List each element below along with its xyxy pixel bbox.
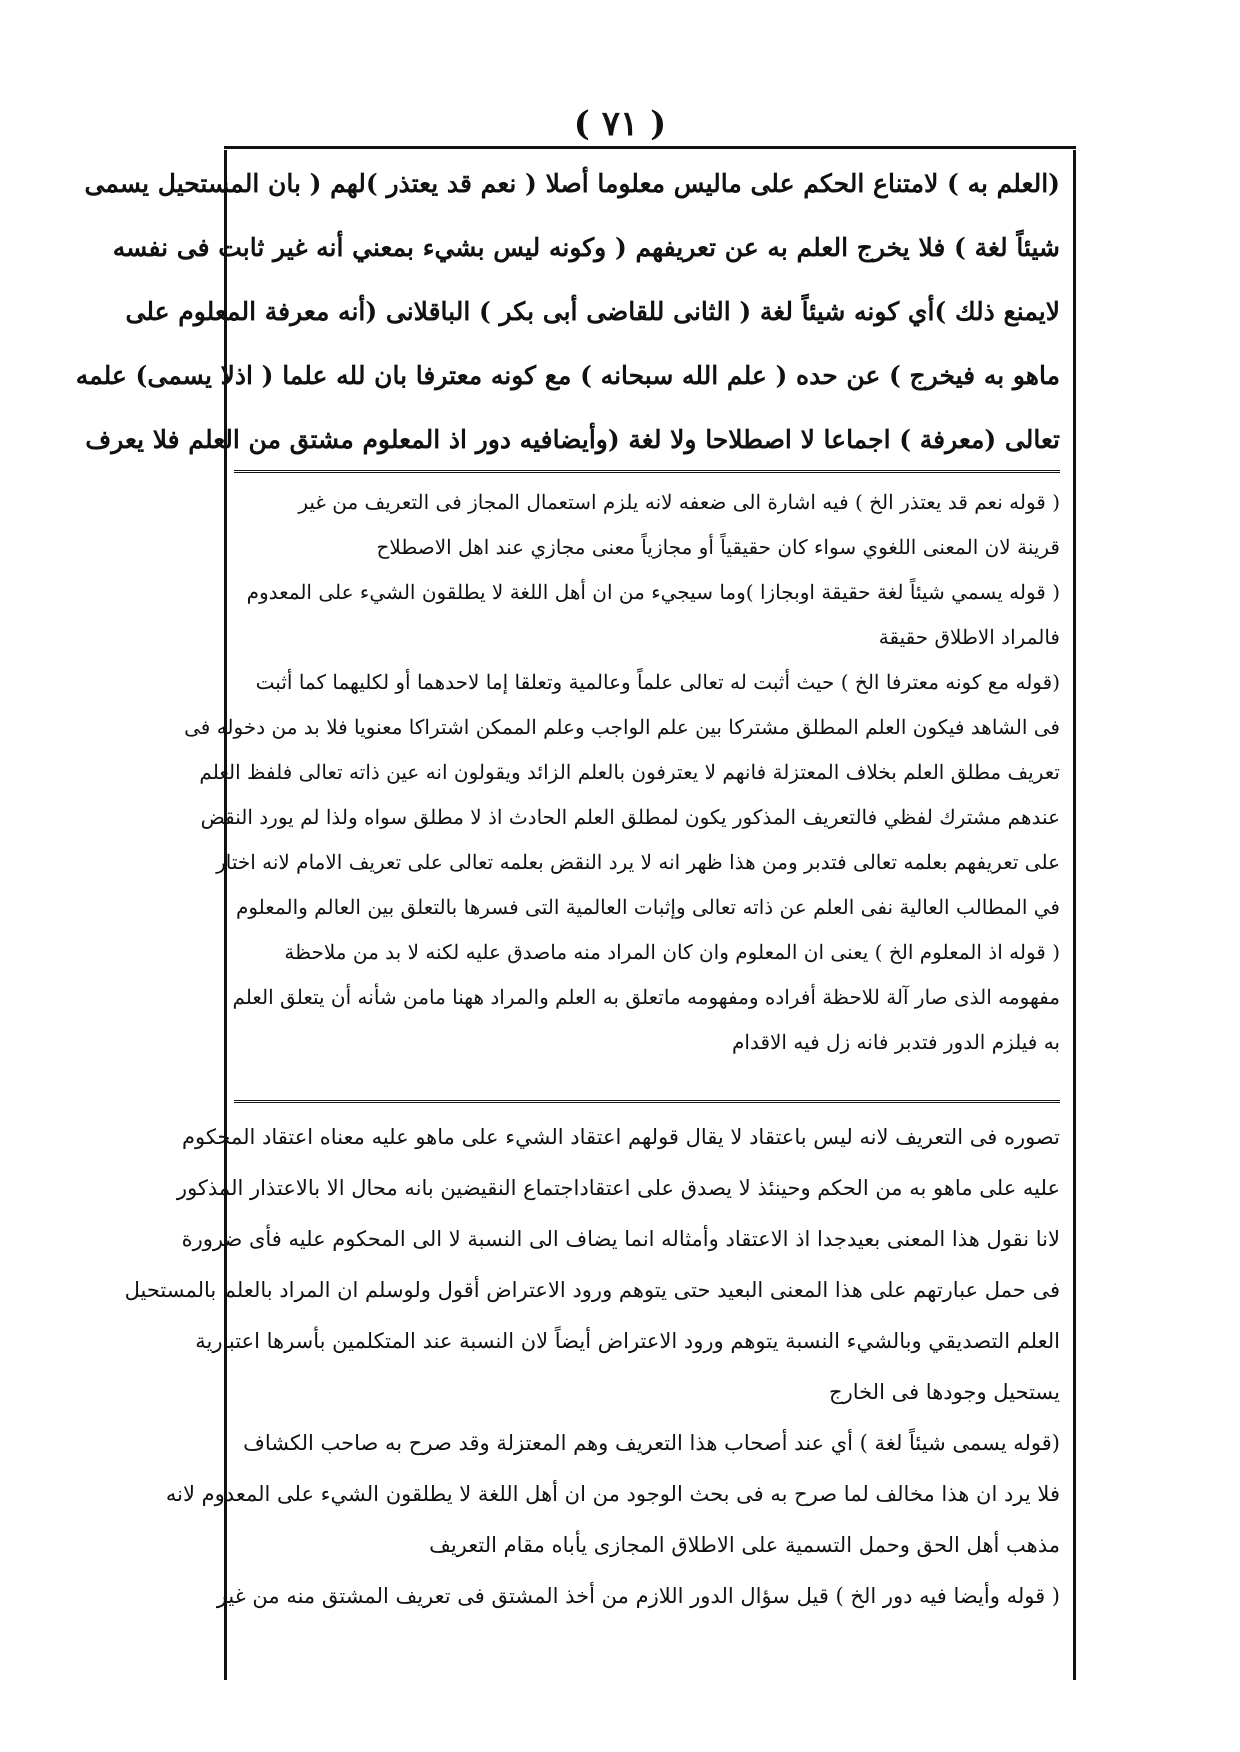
commentary-line: مفهومه الذى صار آلة للاحظة أفراده ومفهومه ماتعلق به العلم والمراد ههنا مامن شأنه أن يتعلق العلم — [232, 985, 1060, 1009]
section-divider — [234, 470, 1060, 477]
commentary-line: فى حمل عبارتهم على هذا المعنى البعيد حتى يتوهم ورود الاعتراض أقول ولوسلم ان المراد بالعلم بالمستحيل — [124, 1278, 1060, 1302]
main-text-line: شيئاً لغة ) فلا يخرج العلم به عن تعريفهم ( وكونه ليس بشيء بمعني أنه غير ثابت فى نفسه — [112, 233, 1060, 262]
commentary-line: ( قوله يسمي شيئاً لغة حقيقة اوبجازا )وما سيجيء من ان أهل اللغة لا يطلقون الشيء على المعدوم — [246, 580, 1060, 604]
commentary-block-2 — [124, 1112, 1060, 1622]
commentary-line: قرينة لان المعنى اللغوي سواء كان حقيقياً أو مجازياً معنى مجازي عند اهل الاصطلاح — [376, 535, 1060, 559]
page-number: ( ٧١ ) — [573, 104, 667, 144]
commentary-line: على تعريفهم بعلمه تعالى فتدبر ومن هذا ظهر انه لا يرد النقض بعلمه تعالى على تعريف الامام لانه اختار — [216, 850, 1060, 874]
section-divider — [234, 1100, 1060, 1107]
commentary-line: في المطالب العالية نفى العلم عن ذاته تعالى وإثبات العالمية التى فسرها بالتعلق بين العالم والمعلوم — [235, 895, 1060, 919]
header-rule — [224, 146, 1076, 149]
commentary-line: (قوله مع كونه معترفا الخ ) حيث أثبت له تعالى علماً وعالمية وتعلقا إما لاحدهما أو لكليهما كما أثبت — [255, 670, 1060, 694]
commentary-line: عندهم مشترك لفظي فالتعريف المذكور يكون لمطلق العلم الحادث اذ لا مطلق سواه ولذا لم يورد النقض — [200, 805, 1060, 829]
main-text-line: لايمنع ذلك )أي كونه شيئاً لغة ( الثانى للقاضى أبى بكر ) الباقلانى (أنه معرفة المعلوم على — [125, 297, 1060, 326]
commentary-line: به فيلزم الدور فتدبر فانه زل فيه الاقدام — [732, 1030, 1060, 1054]
main-text-block — [75, 152, 1060, 472]
commentary-line: لانا نقول هذا المعنى بعيدجدا اذ الاعتقاد وأمثاله انما يضاف الى النسبة لا الى المحكوم عليه فأى ضرورة — [181, 1227, 1060, 1251]
commentary-line: فالمراد الاطلاق حقيقة — [878, 625, 1060, 649]
commentary-line: (قوله يسمى شيئاً لغة ) أي عند أصحاب هذا التعريف وهم المعتزلة وقد صرح به صاحب الكشاف — [243, 1431, 1060, 1455]
commentary-line: عليه على ماهو به من الحكم وحينئذ لا يصدق على اعتقاداجتماع النقيضين بانه محال الا بالاعتذار المذكور — [176, 1176, 1060, 1200]
commentary-line: ( قوله اذ المعلوم الخ ) يعنى ان المعلوم وان كان المراد منه ماصدق عليه لكنه لا بد من ملاحظة — [284, 940, 1060, 964]
main-text-line: (العلم به ) لامتناع الحكم على ماليس معلوما أصلا ( نعم قد يعتذر )لهم ( بان المستحيل يسمى — [84, 169, 1060, 198]
commentary-line: مذهب أهل الحق وحمل التسمية على الاطلاق المجازى يأباه مقام التعريف — [429, 1533, 1060, 1557]
commentary-line: فلا يرد ان هذا مخالف لما صرح به فى بحث الوجود من ان أهل اللغة لا يطلقون الشيء على المعدوم لانه — [165, 1482, 1060, 1506]
commentary-line: العلم التصديقي وبالشيء النسبة يتوهم ورود الاعتراض أيضاً لان النسبة عند المتكلمين بأسرها اعتبارية — [195, 1329, 1060, 1353]
commentary-line: فى الشاهد فيكون العلم المطلق مشتركا بين علم الواجب وعلم الممكن اشتراكا معنويا فلا بد من دخوله فى — [184, 715, 1060, 739]
commentary-line: ( قوله وأيضا فيه دور الخ ) قيل سؤال الدور اللازم من أخذ المشتق فى تعريف المشتق منه من غير — [216, 1584, 1060, 1608]
commentary-line: تعريف مطلق العلم بخلاف المعتزلة فانهم لا يعترفون بالعلم الزائد ويقولون انه عين ذاته تعالى فلفظ العلم — [199, 760, 1060, 784]
commentary-line: ( قوله نعم قد يعتذر الخ ) فيه اشارة الى ضعفه لانه يلزم استعمال المجاز فى التعريف من غير — [298, 490, 1060, 514]
commentary-line: يستحيل وجودها فى الخارج — [829, 1380, 1060, 1404]
commentary-line: تصوره فى التعريف لانه ليس باعتقاد لا يقال قولهم اعتقاد الشيء على ماهو عليه معناه اعتقاد المحكوم — [181, 1125, 1060, 1149]
commentary-block-1 — [184, 480, 1060, 1065]
main-text-line: ماهو به فيخرج ) عن حده ( علم الله سبحانه ) مع كونه معترفا بان لله علما ( اذلا يسمى) علمه — [75, 361, 1060, 390]
main-text-line: تعالى (معرفة ) اجماعا لا اصطلاحا ولا لغة (وأيضافيه دور اذ المعلوم مشتق من العلم فلا يعرف — [85, 425, 1060, 454]
